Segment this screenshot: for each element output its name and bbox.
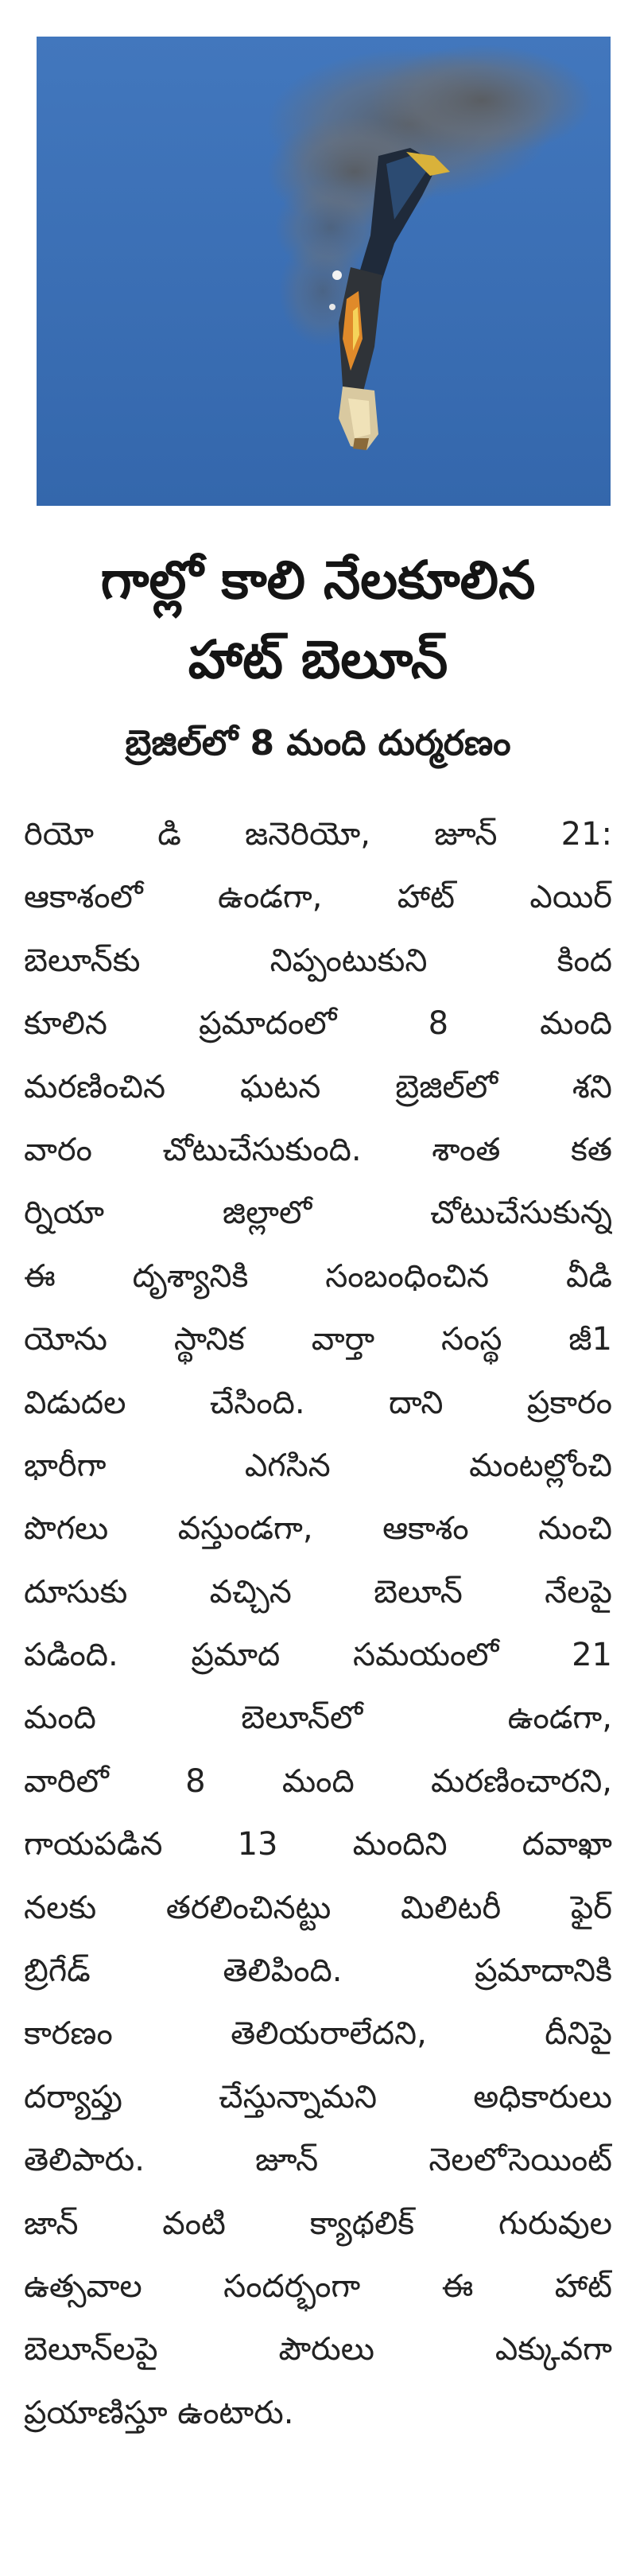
- body-line: మంది బెలూన్‌లో ఉండగా,: [24, 1700, 612, 1737]
- body-line: బెలూన్‌కు నిప్పంటుకుని కింద: [24, 942, 612, 979]
- body-line: పడింది. ప్రమాద సమయంలో 21: [24, 1637, 612, 1674]
- body-line: వారిలో 8 మంది మరణించారని,: [24, 1762, 612, 1800]
- body-line: ఈ దృశ్యానికి సంబంధించిన వీడి: [24, 1257, 612, 1295]
- burning-balloon-image: [37, 37, 611, 506]
- body-line: విడుదల చేసింది. దాని ప్రకారం: [24, 1384, 612, 1421]
- body-line: గాయపడిన 13 మందిని దవాఖా: [24, 1826, 612, 1863]
- body-line: ప్రయాణిస్తూ ఉంటారు.: [24, 2394, 294, 2431]
- body-line: వారం చోటుచేసుకుంది. శాంత కత: [24, 1131, 612, 1168]
- body-line: జాన్ వంటి క్యాథలిక్ గురువుల: [24, 2205, 612, 2242]
- body-line: కూలిన ప్రమాదంలో 8 మంది: [24, 1005, 612, 1043]
- headline-line-1: గాల్లో కాలి నేలకూలిన: [100, 550, 536, 611]
- body-line: యోను స్థానిక వార్తా సంస్థ జీ1: [24, 1321, 612, 1358]
- body-line: బ్రిగేడ్ తెలిపింది. ప్రమాదానికి: [24, 1952, 612, 1990]
- body-line: దూసుకు వచ్చిన బెలూన్ నేలపై: [24, 1573, 612, 1610]
- body-line: దర్యాప్తు చేస్తున్నామని అధికారులు: [24, 2078, 612, 2116]
- headline-line-2: హాట్ బెలూన్: [188, 629, 448, 690]
- subheadline: బ్రెజిల్‌లో 8 మంది దుర్మరణం: [125, 723, 511, 763]
- body-line: బెలూన్‌లపై పౌరులు ఎక్కువగా: [24, 2331, 612, 2368]
- body-line: తెలిపారు. జూన్ నెలలోసెయింట్: [24, 2142, 612, 2179]
- body-line: ర్నియా జిల్లాలో చోటుచేసుకున్న: [24, 1195, 612, 1232]
- news-photo-burning-balloon: [37, 37, 611, 506]
- body-line: కారణం తెలియరాలేదని, దీనిపై: [24, 2015, 612, 2053]
- body-line: ఆకాశంలో ఉండగా, హాట్ ఎయిర్: [24, 879, 612, 916]
- body-line: పొగలు వస్తుండగా, ఆకాశం నుంచి: [24, 1510, 612, 1548]
- body-line: రియో డి జనెరియో, జూన్ 21:: [24, 816, 612, 853]
- body-line: నలకు తరలించినట్టు మిలిటరీ ఫైర్: [24, 1889, 612, 1926]
- body-line: భారీగా ఎగసిన మంటల్లోంచి: [24, 1447, 612, 1484]
- body-line: ఉత్సవాల సందర్భంగా ఈ హాట్: [24, 2267, 612, 2305]
- article-body: [24, 803, 612, 2445]
- body-line: మరణించిన ఘటన బ్రెజిల్‌లో శని: [24, 1068, 612, 1105]
